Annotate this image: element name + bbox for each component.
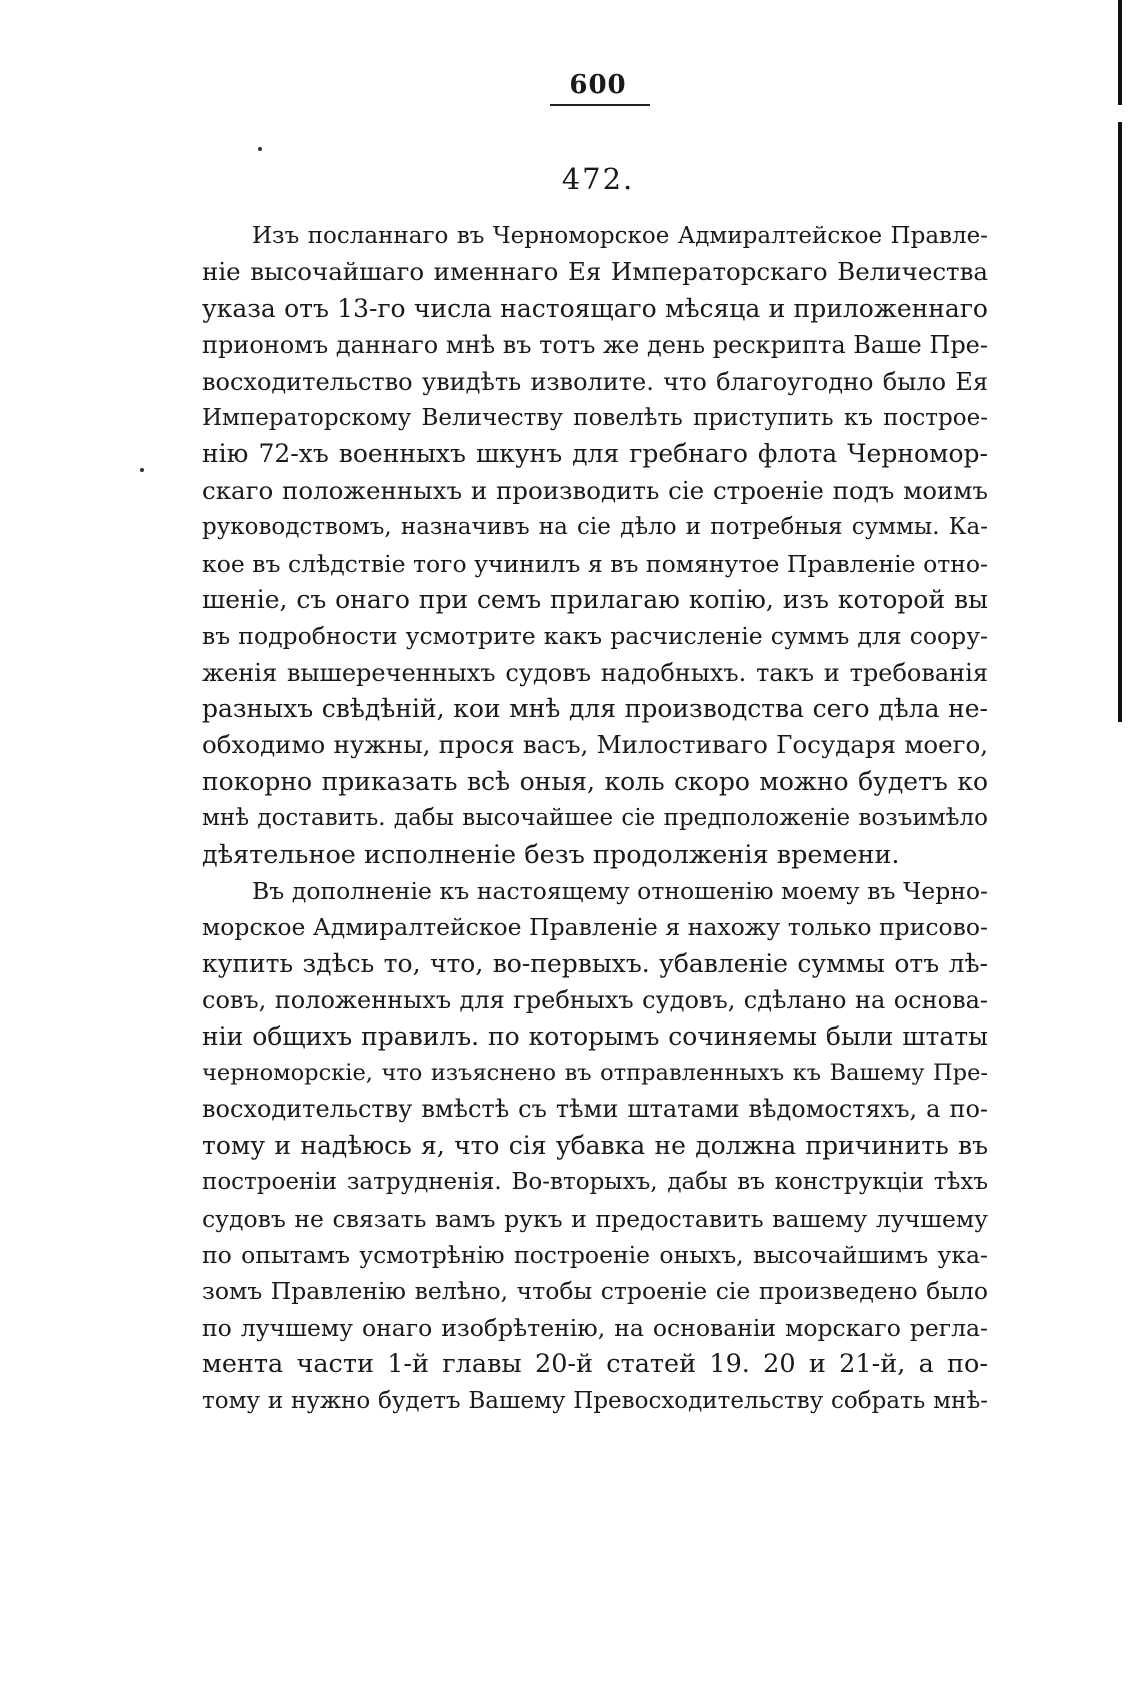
text-line: морское Адмиралтейское Правленіе я нахожу только присово- [202, 913, 988, 942]
text-line: ніи общихъ правилъ. по которымъ сочиняемы были штаты [202, 1021, 988, 1051]
text-line: шеніе, съ онаго при семъ прилагаю копію, изъ которой вы [202, 584, 988, 614]
text-line: указа отъ 13-го числа настоящаго мѣсяца и приложеннаго [202, 293, 988, 323]
scan-edge-mark [1118, 122, 1122, 722]
scan-speck [258, 147, 262, 151]
text-line: нію 72-хъ военныхъ шкунъ для гребнаго флота Черномор- [202, 439, 988, 469]
page-number-rule [550, 104, 650, 106]
text-line: тому и нужно будетъ Вашему Превосходительству собрать мнѣ- [202, 1387, 988, 1414]
text-line: зомъ Правленію велѣно, чтобы строеніе сіе произведено было [202, 1277, 988, 1306]
document-number: 472. [561, 162, 635, 196]
text-line: обходимо нужны, прося васъ, Милостиваго Государя моего, [202, 730, 988, 760]
scan-speck [140, 468, 144, 472]
text-line: по опытамъ усмотрѣнію построеніе оныхъ, высочайшимъ ука- [202, 1240, 988, 1269]
text-line: Въ дополненіе къ настоящему отношенію моему въ Черно- [252, 877, 988, 906]
text-line: Изъ посланнаго въ Черноморское Адмиралтейское Правле- [252, 223, 988, 249]
text-line: тому и надѣюсь я, что сія убавка не должна причинить въ [202, 1130, 988, 1160]
text-line: восходительству вмѣстѣ съ тѣми штатами вѣдомостяхъ, а по- [202, 1095, 988, 1124]
text-line: судовъ не связать вамъ рукъ и предоставить вашему лучшему [202, 1204, 988, 1233]
text-line: приономъ даннаго мнѣ въ тотъ же день рескрипта Ваше Пре- [202, 331, 988, 360]
text-line: Императорскому Величеству повелѣть приступить къ построе- [202, 404, 988, 431]
text-line: купить здѣсь то, что, во-первыхъ. убавленіе суммы отъ лѣ- [202, 948, 988, 978]
document-body [202, 218, 988, 1419]
text-line: мента части 1-й главы 20-й статей 19. 20 и 21-й, а по- [202, 1349, 988, 1380]
text-line: черноморскіе, что изъяснено въ отправленныхъ къ Вашему Пре- [202, 1059, 988, 1086]
text-line: построеніи затрудненія. Во-вторыхъ, дабы въ конструкціи тѣхъ [202, 1169, 988, 1196]
text-line: кое въ слѣдствіе того учинилъ я въ помянутое Правленіе отно- [202, 549, 988, 578]
text-line: покорно приказать всѣ оныя, коль скоро можно будетъ ко [202, 766, 988, 796]
text-line: дѣятельное исполненіе безъ продолженія времени. [202, 839, 900, 870]
text-line: ніе высочайшаго именнаго Ея Императорскаго Величества [202, 257, 988, 287]
text-line: женія вышереченныхъ судовъ надобныхъ. такъ и требованія [202, 658, 988, 687]
text-line: восходительство увидѣть изволите. что благоугодно было Ея [202, 367, 988, 396]
text-line: мнѣ доставить. дабы высочайшее сіе предположеніе возъимѣло [202, 805, 988, 832]
paragraph-1 [202, 218, 988, 873]
paragraph-2 [202, 873, 988, 1419]
text-line: по лучшему онаго изобрѣтенію, на основаніи морскаго регла- [202, 1313, 988, 1342]
text-line: совъ, положенныхъ для гребныхъ судовъ, сдѣлано на основа- [202, 986, 988, 1015]
page-number: 600 [569, 70, 627, 100]
text-line: разныхъ свѣдѣній, кои мнѣ для производства сего дѣла не- [202, 694, 988, 724]
text-line: руководствомъ, назначивъ на сіе дѣло и потребныя суммы. Ка- [202, 514, 988, 541]
text-line: скаго положенныхъ и производить сіе строеніе подъ моимъ [202, 475, 988, 505]
text-line: въ подробности усмотрите какъ расчисленіе суммъ для соору- [202, 622, 988, 651]
